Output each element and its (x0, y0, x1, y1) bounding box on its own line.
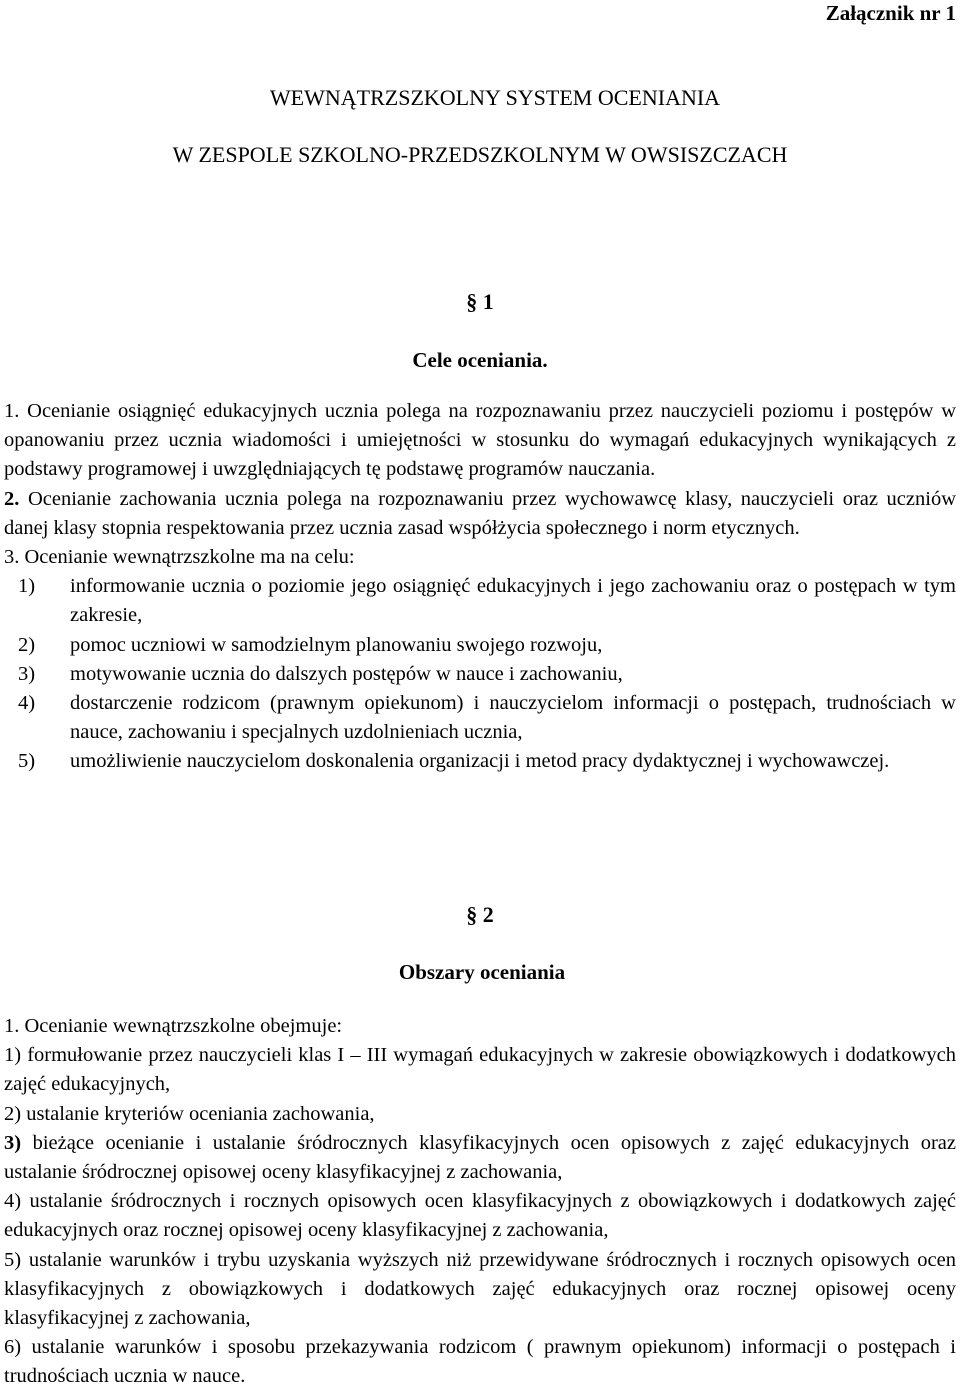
section-2-intro: 1. Ocenianie wewnątrzszkolne obejmuje: (4, 1015, 343, 1037)
paragraph-number: 1. (4, 400, 20, 422)
section-2-mark: § 2 (466, 902, 494, 927)
list-item-text: ustalanie warunków i trybu uzyskania wyższych niż przewidywane śródrocznych i rocznych opisowych ocen klasyfikacyjnych z obowiązkowych i dodatkowych zajęć edukacyjnych oraz rocznej opisowej oceny klasyfikacyjnej z zachowania, (4, 1248, 956, 1330)
list-item-number: 2) (18, 633, 36, 656)
list-item (4, 631, 956, 660)
list-item-text: pomoc uczniowi w samodzielnym planowaniu swojego rozwoju, (70, 633, 603, 656)
list-item-text: dostarczenie rodzicom (prawnym opiekunom) i nauczycielom informacji o postępach, trudnościach w nauce, zachowaniu i specjalnych uzdolnieniach ucznia, (70, 692, 956, 744)
section-2-item-2 (4, 1100, 956, 1129)
list-item-number: 3) (18, 662, 36, 685)
list-item (4, 689, 956, 747)
list-item-text: motywowanie ucznia do dalszych postępów w nauce i zachowaniu, (70, 662, 623, 685)
document-title-line1: WEWNĄTRZSZKOLNY SYSTEM OCENIANIA (269, 85, 721, 110)
list-item-number: 2) (4, 1102, 22, 1125)
paragraph-number: 3. (4, 546, 20, 569)
list-item-number: 1) (4, 1044, 22, 1067)
list-item-text: ustalanie kryteriów oceniania zachowania, (26, 1102, 375, 1125)
paragraph-number: 2. (4, 487, 20, 510)
list-item (4, 747, 956, 776)
list-item-text: formułowanie przez nauczycieli klas I – III wymagań edukacyjnych w zakresie obowiązkowych i dodatkowych zajęć edukacyjnych, (4, 1044, 956, 1096)
section-1-paragraph-3 (4, 543, 956, 572)
list-item-number: 6) (4, 1336, 22, 1359)
list-item-number: 4) (18, 692, 36, 715)
section-1-paragraph-2 (4, 485, 956, 543)
list-item-number: 4) (4, 1190, 22, 1213)
list-item (4, 572, 956, 630)
list-item-number: 1) (18, 575, 36, 598)
section-2-item-6 (4, 1333, 956, 1391)
paragraph-text: Ocenianie wewnątrzszkolne ma na celu: (24, 546, 355, 569)
annex-label: Załącznik nr 1 (825, 1, 956, 25)
list-item-text: informowanie ucznia o poziomie jego osiągnięć edukacyjnych i jego zachowaniu oraz o postępach w tym zakresie, (70, 575, 956, 627)
section-2-item-3 (4, 1129, 956, 1187)
section-2-heading: Obszary oceniania (398, 960, 566, 984)
paragraph-text: Ocenianie osiągnięć edukacyjnych ucznia polega na rozpoznawaniu przez nauczycieli poziomu i postępów w opanowaniu przez ucznia wiadomości i umiejętności w stosunku do wymagań edukacyjnych wynikających z podstawy programowej i uwzględniających tę podstawę programów nauczania. (4, 400, 957, 481)
list-item-number: 5) (4, 1248, 22, 1271)
list-item-number: 3) (4, 1131, 22, 1154)
section-2-item-5 (4, 1246, 956, 1334)
section-2-item-1 (4, 1041, 956, 1099)
list-item-text: umożliwienie nauczycielom doskonalenia organizacji i metod pracy dydaktycznej i wychowawczej. (70, 750, 890, 773)
section-1-mark: § 1 (466, 289, 494, 314)
list-item (4, 660, 956, 689)
document-title-line2: W ZESPOLE SZKOLNO-PRZEDSZKOLNYM W OWSISZCZACH (172, 142, 788, 167)
section-1-goals-list (4, 572, 956, 776)
section-1-body (4, 397, 956, 777)
paragraph-text: Ocenianie zachowania ucznia polega na rozpoznawaniu przez wychowawcę klasy, nauczycieli oraz uczniów danej klasy stopnia respektowania przez ucznia zasad współżycia społecznego i norm etycznych. (4, 487, 957, 539)
list-item-text: bieżące ocenianie i ustalanie śródrocznych klasyfikacyjnych ocen opisowych z zajęć edukacyjnych oraz ustalanie śródrocznej opisowej oceny klasyfikacyjnej z zachowania, (4, 1131, 957, 1184)
list-item-text: ustalanie warunków i sposobu przekazywania rodzicom ( prawnym opiekunom) informacji o postępach i trudnościach ucznia w nauce. (4, 1336, 957, 1388)
section-2-item-4 (4, 1187, 956, 1245)
section-1-paragraph-1 (4, 397, 956, 485)
list-item-text: ustalanie śródrocznych i rocznych opisowych ocen klasyfikacyjnych z obowiązkowych i dodatkowych zajęć edukacyjnych oraz rocznej opisowej oceny klasyfikacyjnej z zachowania, (4, 1190, 956, 1242)
list-item-number: 5) (18, 750, 36, 773)
section-2-body (4, 1012, 956, 1392)
section-1-heading: Cele oceniania. (412, 348, 548, 372)
